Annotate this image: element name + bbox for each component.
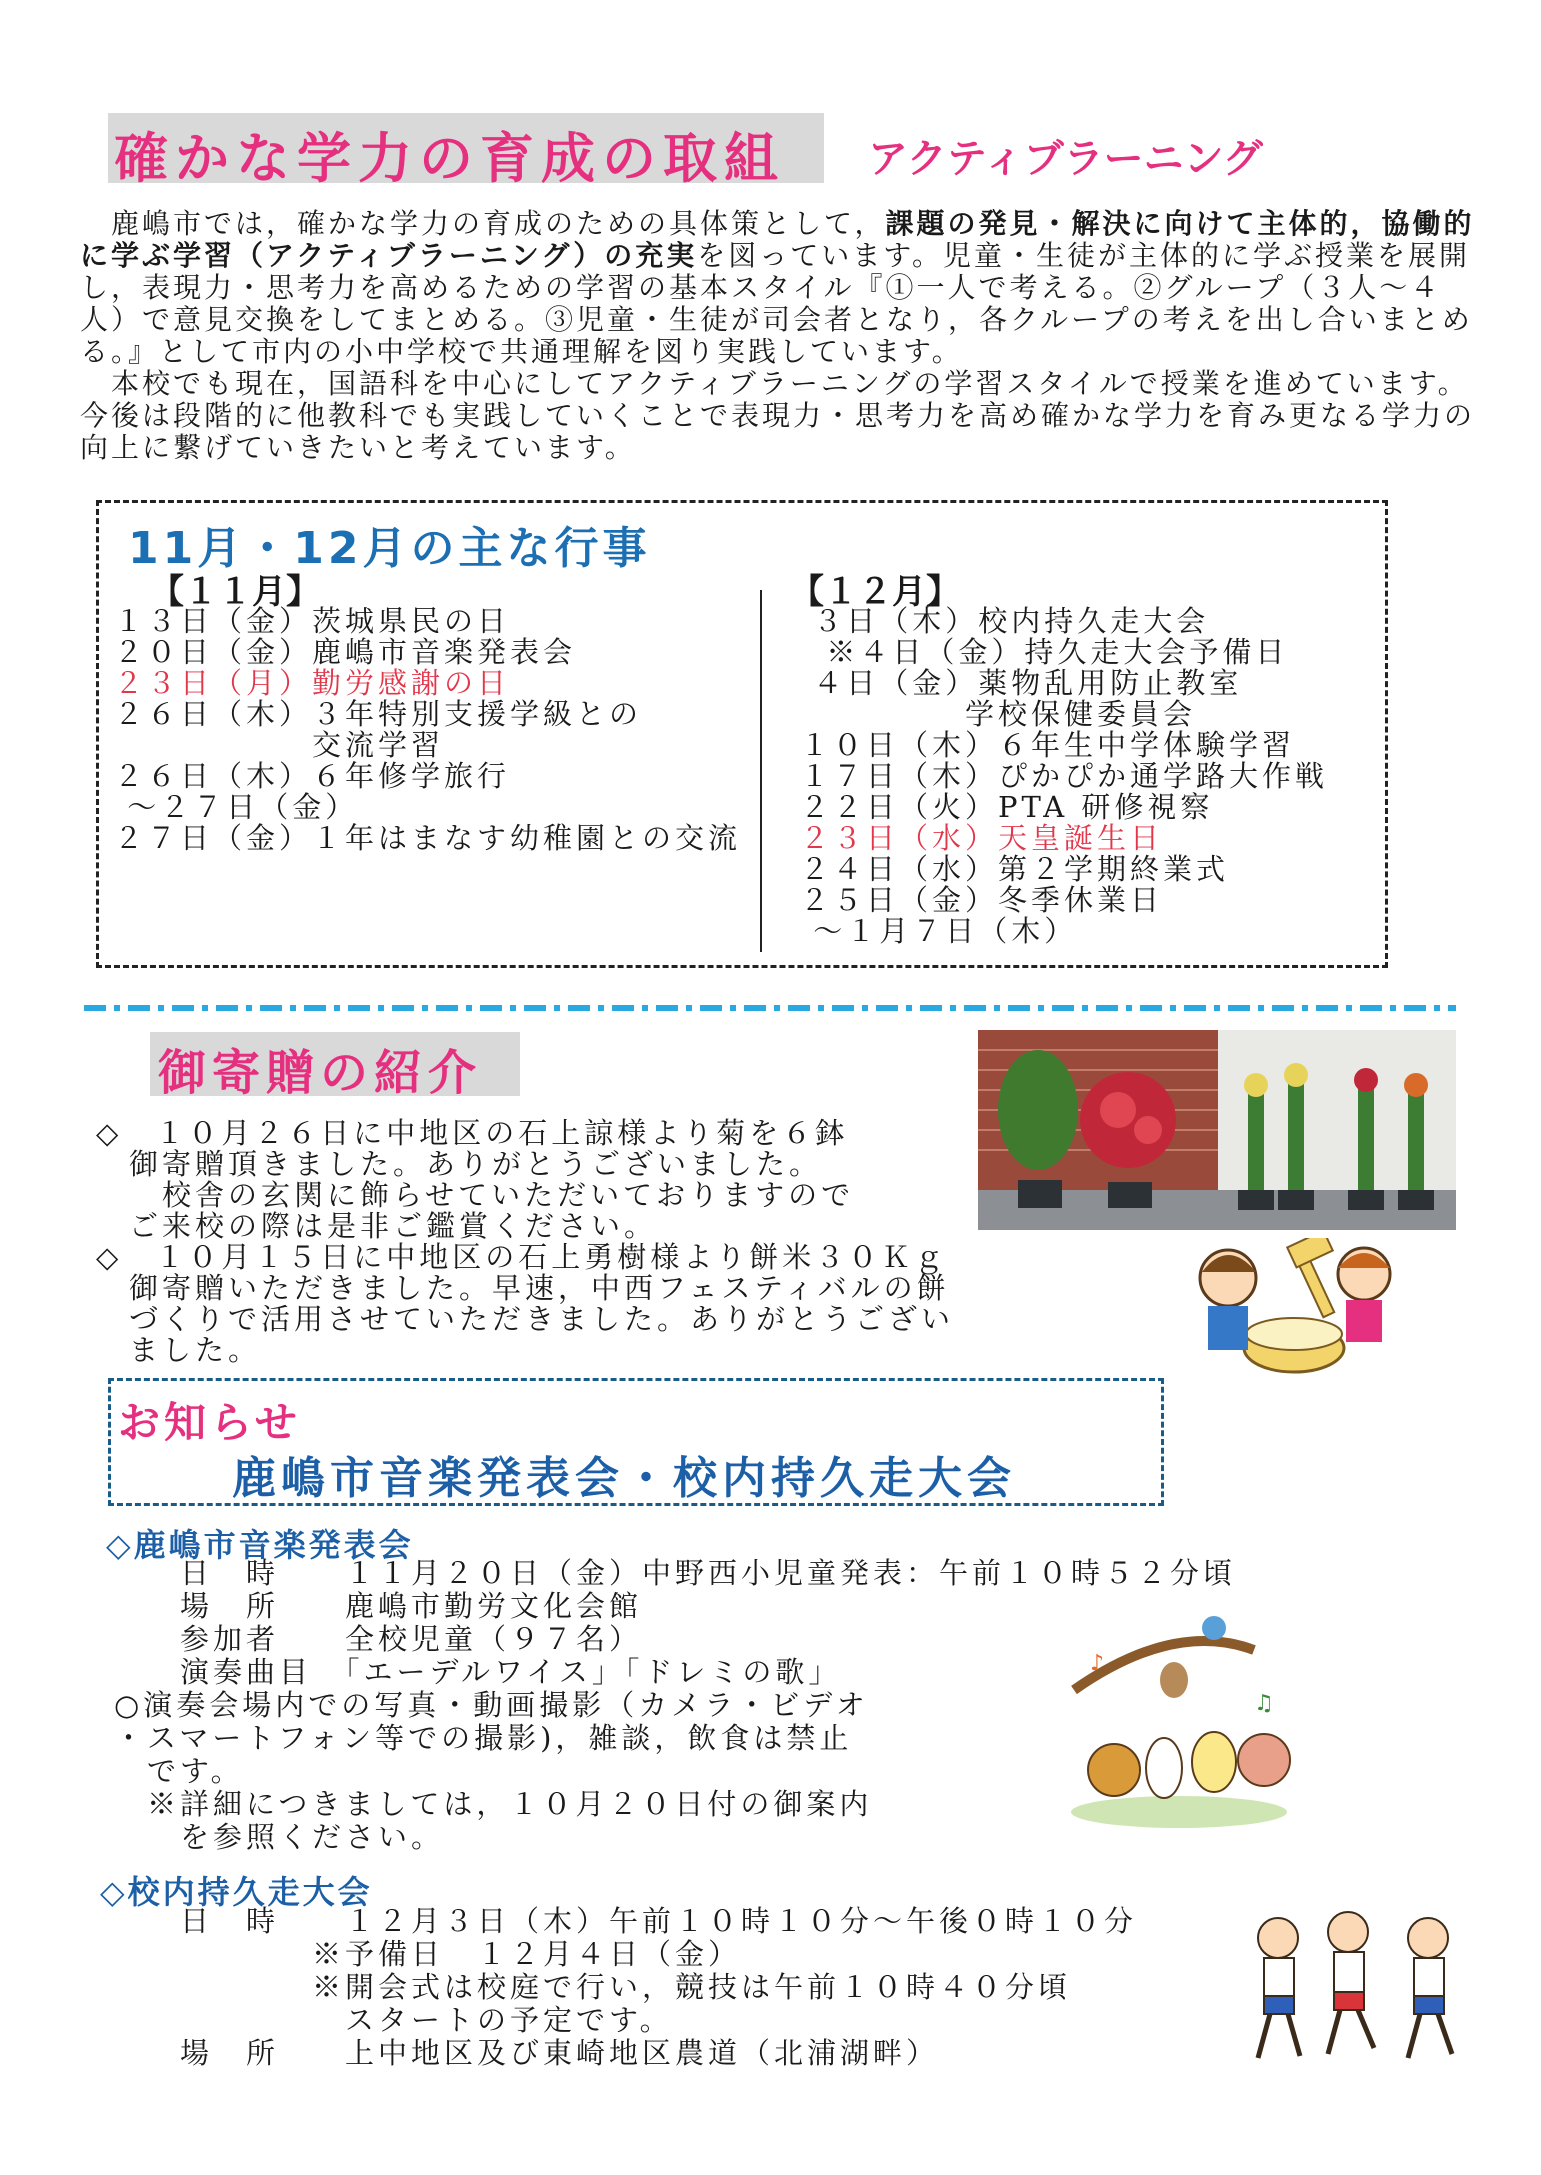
music-detail-line: ・スマートフォン等での撮影)，雑談，飲食は禁止 (114, 1721, 853, 1755)
event-item: 学校保健委員会 (800, 697, 1197, 731)
event-item: ２０日（金）鹿嶋市音楽発表会 (114, 635, 577, 669)
event-item: １７日（木）ぴかぴか通学路大作戦 (800, 759, 1329, 793)
mochi-pounding-illustration (1178, 1238, 1418, 1378)
event-item: ～１月７日（木） (800, 914, 1078, 948)
event-item: ※４日（金）持久走大会予備日 (800, 635, 1289, 669)
event-item: １３日（金）茨城県民の日 (114, 604, 511, 638)
donation-line: 御寄贈いただきました。早速，中西フェスティバルの餅 (96, 1271, 950, 1305)
music-detail-line: を参照ください。 (114, 1820, 445, 1854)
december-list (800, 606, 1328, 947)
donation-line: ◇ １０月２６日に中地区の石上諒様より菊を６鉢 (96, 1116, 849, 1150)
december-heading: 【１２月】 (790, 572, 960, 612)
notice-label: お知らせ (118, 1398, 301, 1447)
marathon-detail-line: スタートの予定です。 (114, 2003, 673, 2037)
music-detail-line: 日 時 １１月２０日（金）中野西小児童発表：午前１０時５２分頃 (114, 1556, 1237, 1590)
donation-line: ご来校の際は是非ご鑑賞ください。 (96, 1209, 658, 1243)
event-item: ２７日（金）１年はまなす幼稚園との交流 (114, 821, 742, 855)
marathon-details (114, 1905, 1137, 2070)
donation-line: 校舎の玄関に飾らせていただいておりますので (96, 1178, 855, 1212)
marathon-heading: ◇校内持久走大会 (100, 1873, 373, 1911)
music-detail-line: 場 所 鹿嶋市勤労文化会館 (114, 1589, 643, 1623)
emphasis-text: 課題の発見・解決に向けて主体的，協働的に学ぶ学習（アクティブラーニング）の充実 (80, 207, 1475, 272)
runners-illustration (1228, 1898, 1488, 2078)
music-heading: ◇鹿嶋市音楽発表会 (106, 1526, 414, 1564)
event-item: ３日（木）校内持久走大会 (800, 604, 1210, 638)
events-title: 11月・12月の主な行事 (128, 523, 651, 574)
music-detail-line: 参加者 全校児童（９７名） (114, 1622, 643, 1656)
section-separator (84, 1005, 1456, 1011)
donation-line: づくりで活用させていただきました。ありがとうござい (96, 1302, 955, 1336)
event-item: ２６日（木）６年修学旅行 (114, 759, 511, 793)
donation-line: ◇ １０月１５日に中地区の石上勇樹様より餅米３０Ｋｇ (96, 1240, 948, 1274)
donation-list (96, 1118, 1096, 1366)
svg-text:♪: ♪ (1090, 1651, 1105, 1676)
november-list (114, 606, 741, 854)
donation-title: 御寄贈の紹介 (158, 1045, 483, 1101)
event-item: ２４日（水）第２学期終業式 (800, 852, 1230, 886)
svg-text:♫: ♫ (1254, 1691, 1274, 1716)
event-item: １０日（木）６年生中学体験学習 (800, 728, 1296, 762)
section-title: 確かな学力の育成の取組 (114, 126, 785, 190)
event-item: ４日（金）薬物乱用防止教室 (800, 666, 1243, 700)
donation-line: ました。 (96, 1333, 262, 1367)
marathon-detail-line: ※開会式は校庭で行い，競技は午前１０時４０分頃 (114, 1970, 1072, 2004)
notice-title: 鹿嶋市音楽発表会・校内持久走大会 (232, 1453, 1016, 1504)
section-subtitle: アクティブラーニング (868, 136, 1263, 182)
marathon-detail-line: ※予備日 １２月４日（金） (114, 1937, 742, 1971)
music-detail-line: 演奏曲目 「エーデルワイス」「ドレミの歌」 (114, 1655, 842, 1689)
paragraph-2: 本校でも現在，国語科を中心にしてアクティブラーニングの学習スタイルで授業を進めています。今後は段階的に他教科でも実践していくことで表現力・思考力を高め確かな学力を育み更なる学力の向上に繋げていきたいと考えています。 (80, 367, 1476, 464)
animals-music-illustration (1064, 1600, 1294, 1830)
marathon-detail-line: 日 時 １２月３日（木）午前１０時１０分～午後０時１０分 (114, 1904, 1138, 1938)
donation-line: 御寄贈頂きました。ありがとうございました。 (96, 1147, 823, 1181)
chrysanthemum-photo (978, 1030, 1456, 1230)
music-detail-line: ※詳細につきましては，１０月２０日付の御案内 (114, 1787, 873, 1821)
paragraph-1: 鹿嶋市では，確かな学力の育成のための具体策として，課題の発見・解決に向けて主体的，協働的に学ぶ学習（アクティブラーニング）の充実を図っています。児童・生徒が主体的に学ぶ授業を展開し，表現力・思考力を高めるための学習の基本スタイル『①一人で考える。②グループ（３人～４人）で意見交換をしてまとめる。③児童・生徒が司会者となり，各クループの考えを出し合いまとめる。』として市内の小中学校で共通理解を図り実践しています。 (80, 207, 1475, 368)
column-divider (760, 590, 762, 952)
event-item: ～２７日（金） (114, 790, 359, 824)
november-heading: 【１１月】 (150, 572, 320, 612)
intro-paragraph (80, 208, 1476, 464)
event-item: ２５日（金）冬季休業日 (800, 883, 1164, 917)
event-item: ２２日（火）PTA 研修視察 (800, 790, 1214, 824)
music-detail-line: です。 (114, 1754, 244, 1788)
event-item: ２６日（木）３年特別支援学級との (114, 697, 643, 731)
event-item: ２３日（月）勤労感謝の日 (114, 666, 511, 700)
event-item: ２３日（水）天皇誕生日 (800, 821, 1164, 855)
marathon-detail-line: 場 所 上中地区及び東崎地区農道（北浦湖畔） (114, 2036, 940, 2070)
music-detail-line: ○演奏会場内での写真・動画撮影（カメラ・ビデオ (114, 1688, 869, 1722)
event-item: 交流学習 (114, 728, 445, 762)
